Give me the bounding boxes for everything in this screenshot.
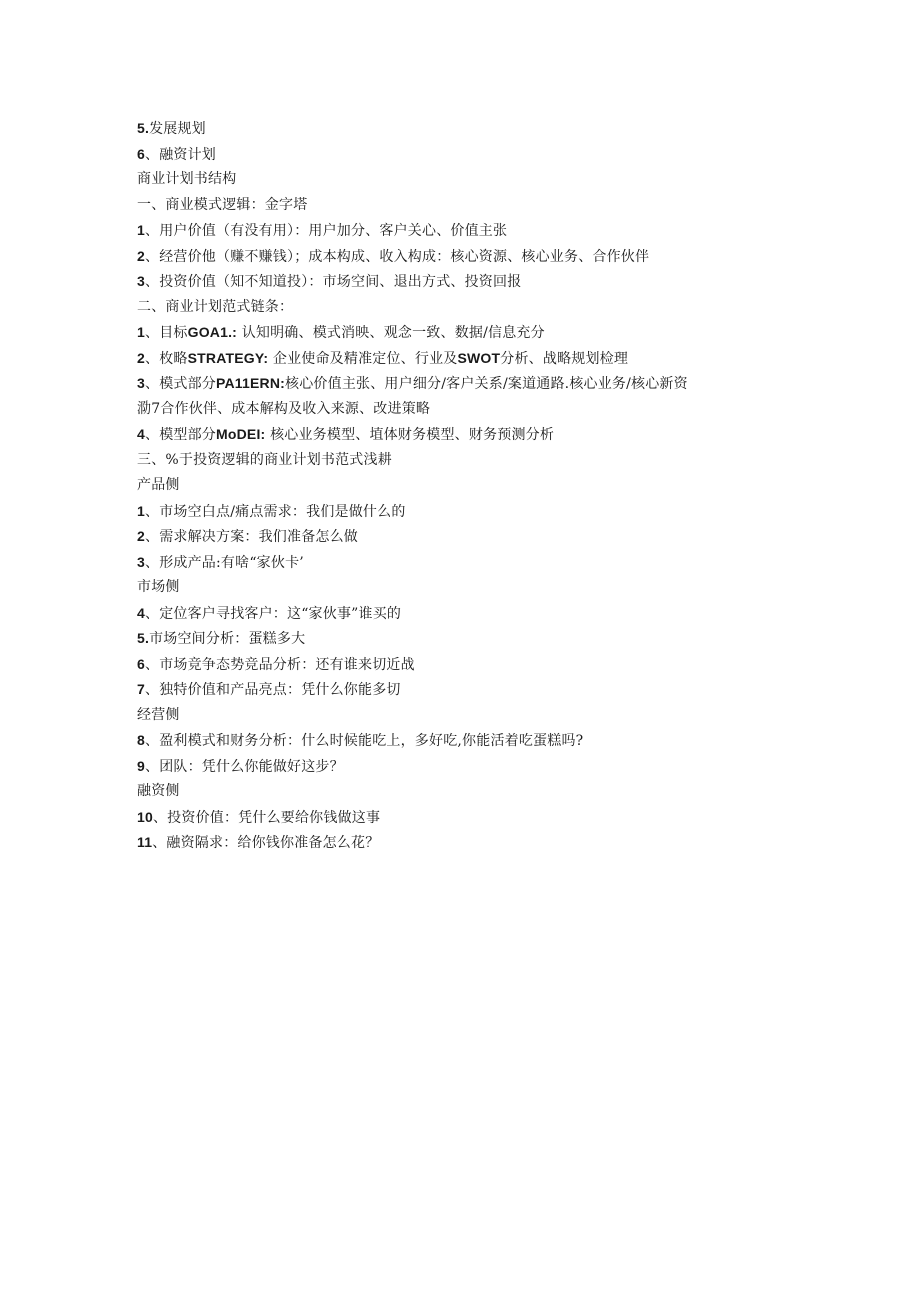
text-line: 9、团队：凭什么你能做好这步？ <box>137 757 344 775</box>
text-line: 4、模型部分MoDEI: 核心业务模型、埴体财务模型、财务预测分析 <box>137 426 555 443</box>
text-line: 11、融资隔求：给你钱你准备怎么花？ <box>137 834 380 851</box>
text-line: 2、需求解决方案：我们准备怎么做 <box>137 528 358 545</box>
section-heading: 二、商业计划范式链条： <box>137 298 294 315</box>
text-line: 1、目标GOA1.: 认知明确、模式消映、观念一致、数据/信息充分 <box>137 324 545 341</box>
text-line: 6、融资计划 <box>137 145 216 163</box>
text-line: 泐7合作伙伴、成本解构及收入来源、改进策略 <box>137 400 431 417</box>
document-body <box>137 116 757 856</box>
text-line: 7、独特价值和产品亮点：凭什么你能多切 <box>137 681 401 698</box>
section-heading: 一、商业模式逻辑：金字塔 <box>137 196 308 213</box>
text-line: 10、投资价值：凭什么要给你钱做这事 <box>137 808 381 826</box>
text-line: 4、定位客户寻找客户：这“家伙事”谁买的 <box>137 604 402 622</box>
text-line: 3、模式部分PA11ERN:核心价值主张、用户细分/客户关系/案道通路.核心业务/核心新资 <box>137 375 688 392</box>
subsection-heading: 融资侧 <box>137 783 180 799</box>
subsection-heading: 经营侧 <box>137 706 180 723</box>
text-line: 1、市场空白点/痛点需求：我们是做什么的 <box>137 502 406 520</box>
text-line: 6、市场竞争态势竞品分析：还有谁来切近战 <box>137 655 415 673</box>
section-heading: 三、%于投资逻辑的商业计划书范式浅耕 <box>137 451 392 468</box>
text-line: 2、枚略STRATEGY: 企业使命及精准定位、行业及SWOT分析、战略规划检理 <box>137 349 629 367</box>
text-line: 8、盈利模式和财务分析：什么时候能吃上，多好吃,你能活着吃蛋糕吗? <box>137 732 584 749</box>
section-heading: 商业计划书结构 <box>137 171 237 187</box>
text-line: 5.市场空间分析：蛋糕多大 <box>137 630 306 647</box>
subsection-heading: 产品侧 <box>137 477 180 493</box>
text-line: 2、经营价他（赚不赚钱）；成本构成、收入构成：核心资源、核心业务、合作伙伴 <box>137 247 650 265</box>
subsection-heading: 市场侧 <box>137 579 180 595</box>
text-line: 5.发展规划 <box>137 120 206 137</box>
text-line: 1、用户价值（有没有用）：用户加分、客户关心、价值主张 <box>137 222 508 239</box>
text-line: 3、形成产品:有啥“家伙卡’ <box>137 553 304 571</box>
text-line: 3、投资价值（知不知道投）：市场空间、退出方式、投资回报 <box>137 273 522 290</box>
